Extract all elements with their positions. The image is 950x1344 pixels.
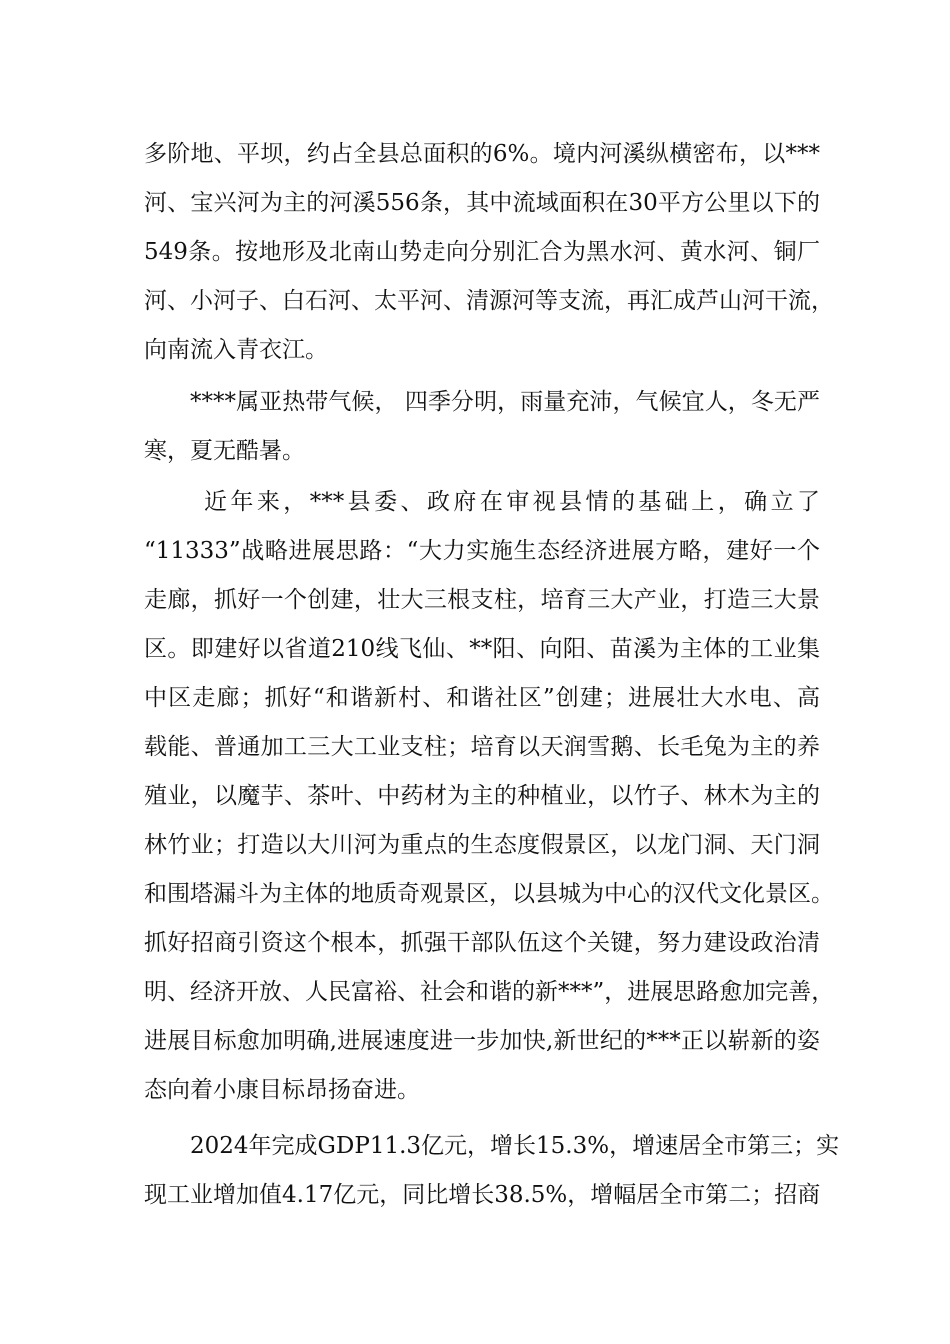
paragraph-line: 态向着小康目标昂扬奋进。 [144,1077,420,1103]
paragraph-line: 寒，夏无酷暑。 [144,438,305,464]
paragraph-line: ****属亚热带气候， 四季分明，雨量充沛，气候宜人，冬无严 [190,389,820,415]
paragraph-line: 走廊，抓好一个创建，壮大三根支柱，培育三大产业，打造三大景 [144,587,820,613]
paragraph-line: 和围塔漏斗为主体的地质奇观景区，以县城为中心的汉代文化景区。 [144,881,834,907]
paragraph-line: 中区走廊；抓好“和谐新村、和谐社区”创建；进展壮大水电、高 [144,685,820,711]
paragraph-line: 河、宝兴河为主的河溪556条，其中流域面积在30平方公里以下的 [144,190,820,216]
paragraph-line: “11333”战略进展思路：“大力实施生态经济进展方略，建好一个 [144,538,820,564]
paragraph-line: 向南流入青衣江。 [144,337,328,363]
paragraph-line: 明、经济开放、人民富裕、社会和谐的新***”，进展思路愈加完善， [144,979,835,1005]
paragraph-line: 林竹业；打造以大川河为重点的生态度假景区，以龙门洞、天门洞 [144,832,820,858]
paragraph-line: 近年来，***县委、政府在审视县情的基础上，确立了 [204,489,820,515]
paragraph-line: 现工业增加值4.17亿元，同比增长38.5%，增幅居全市第二；招商 [144,1182,821,1208]
paragraph-line: 区。即建好以省道210线飞仙、**阳、向阳、苗溪为主体的工业集 [144,636,820,662]
paragraph-line: 多阶地、平坝，约占全县总面积的6%。境内河溪纵横密布，以*** [144,141,820,167]
paragraph-line: 殖业，以魔芋、茶叶、中药材为主的种植业，以竹子、林木为主的 [144,783,820,809]
paragraph-line: 549条。按地形及北南山势走向分别汇合为黑水河、黄水河、铜厂 [144,239,820,265]
paragraph-line: 载能、普通加工三大工业支柱；培育以天润雪鹅、长毛兔为主的养 [144,734,820,760]
paragraph-line: 2024年完成GDP11.3亿元，增长15.3%，增速居全市第三；实 [190,1133,840,1159]
paragraph-line: 河、小河子、白石河、太平河、清源河等支流，再汇成芦山河干流， [144,288,834,314]
paragraph-line: 抓好招商引资这个根本，抓强干部队伍这个关键，努力建设政治清 [144,930,820,956]
paragraph-line: 进展目标愈加明确,进展速度进一步加快,新世纪的***正以崭新的姿 [144,1028,820,1054]
